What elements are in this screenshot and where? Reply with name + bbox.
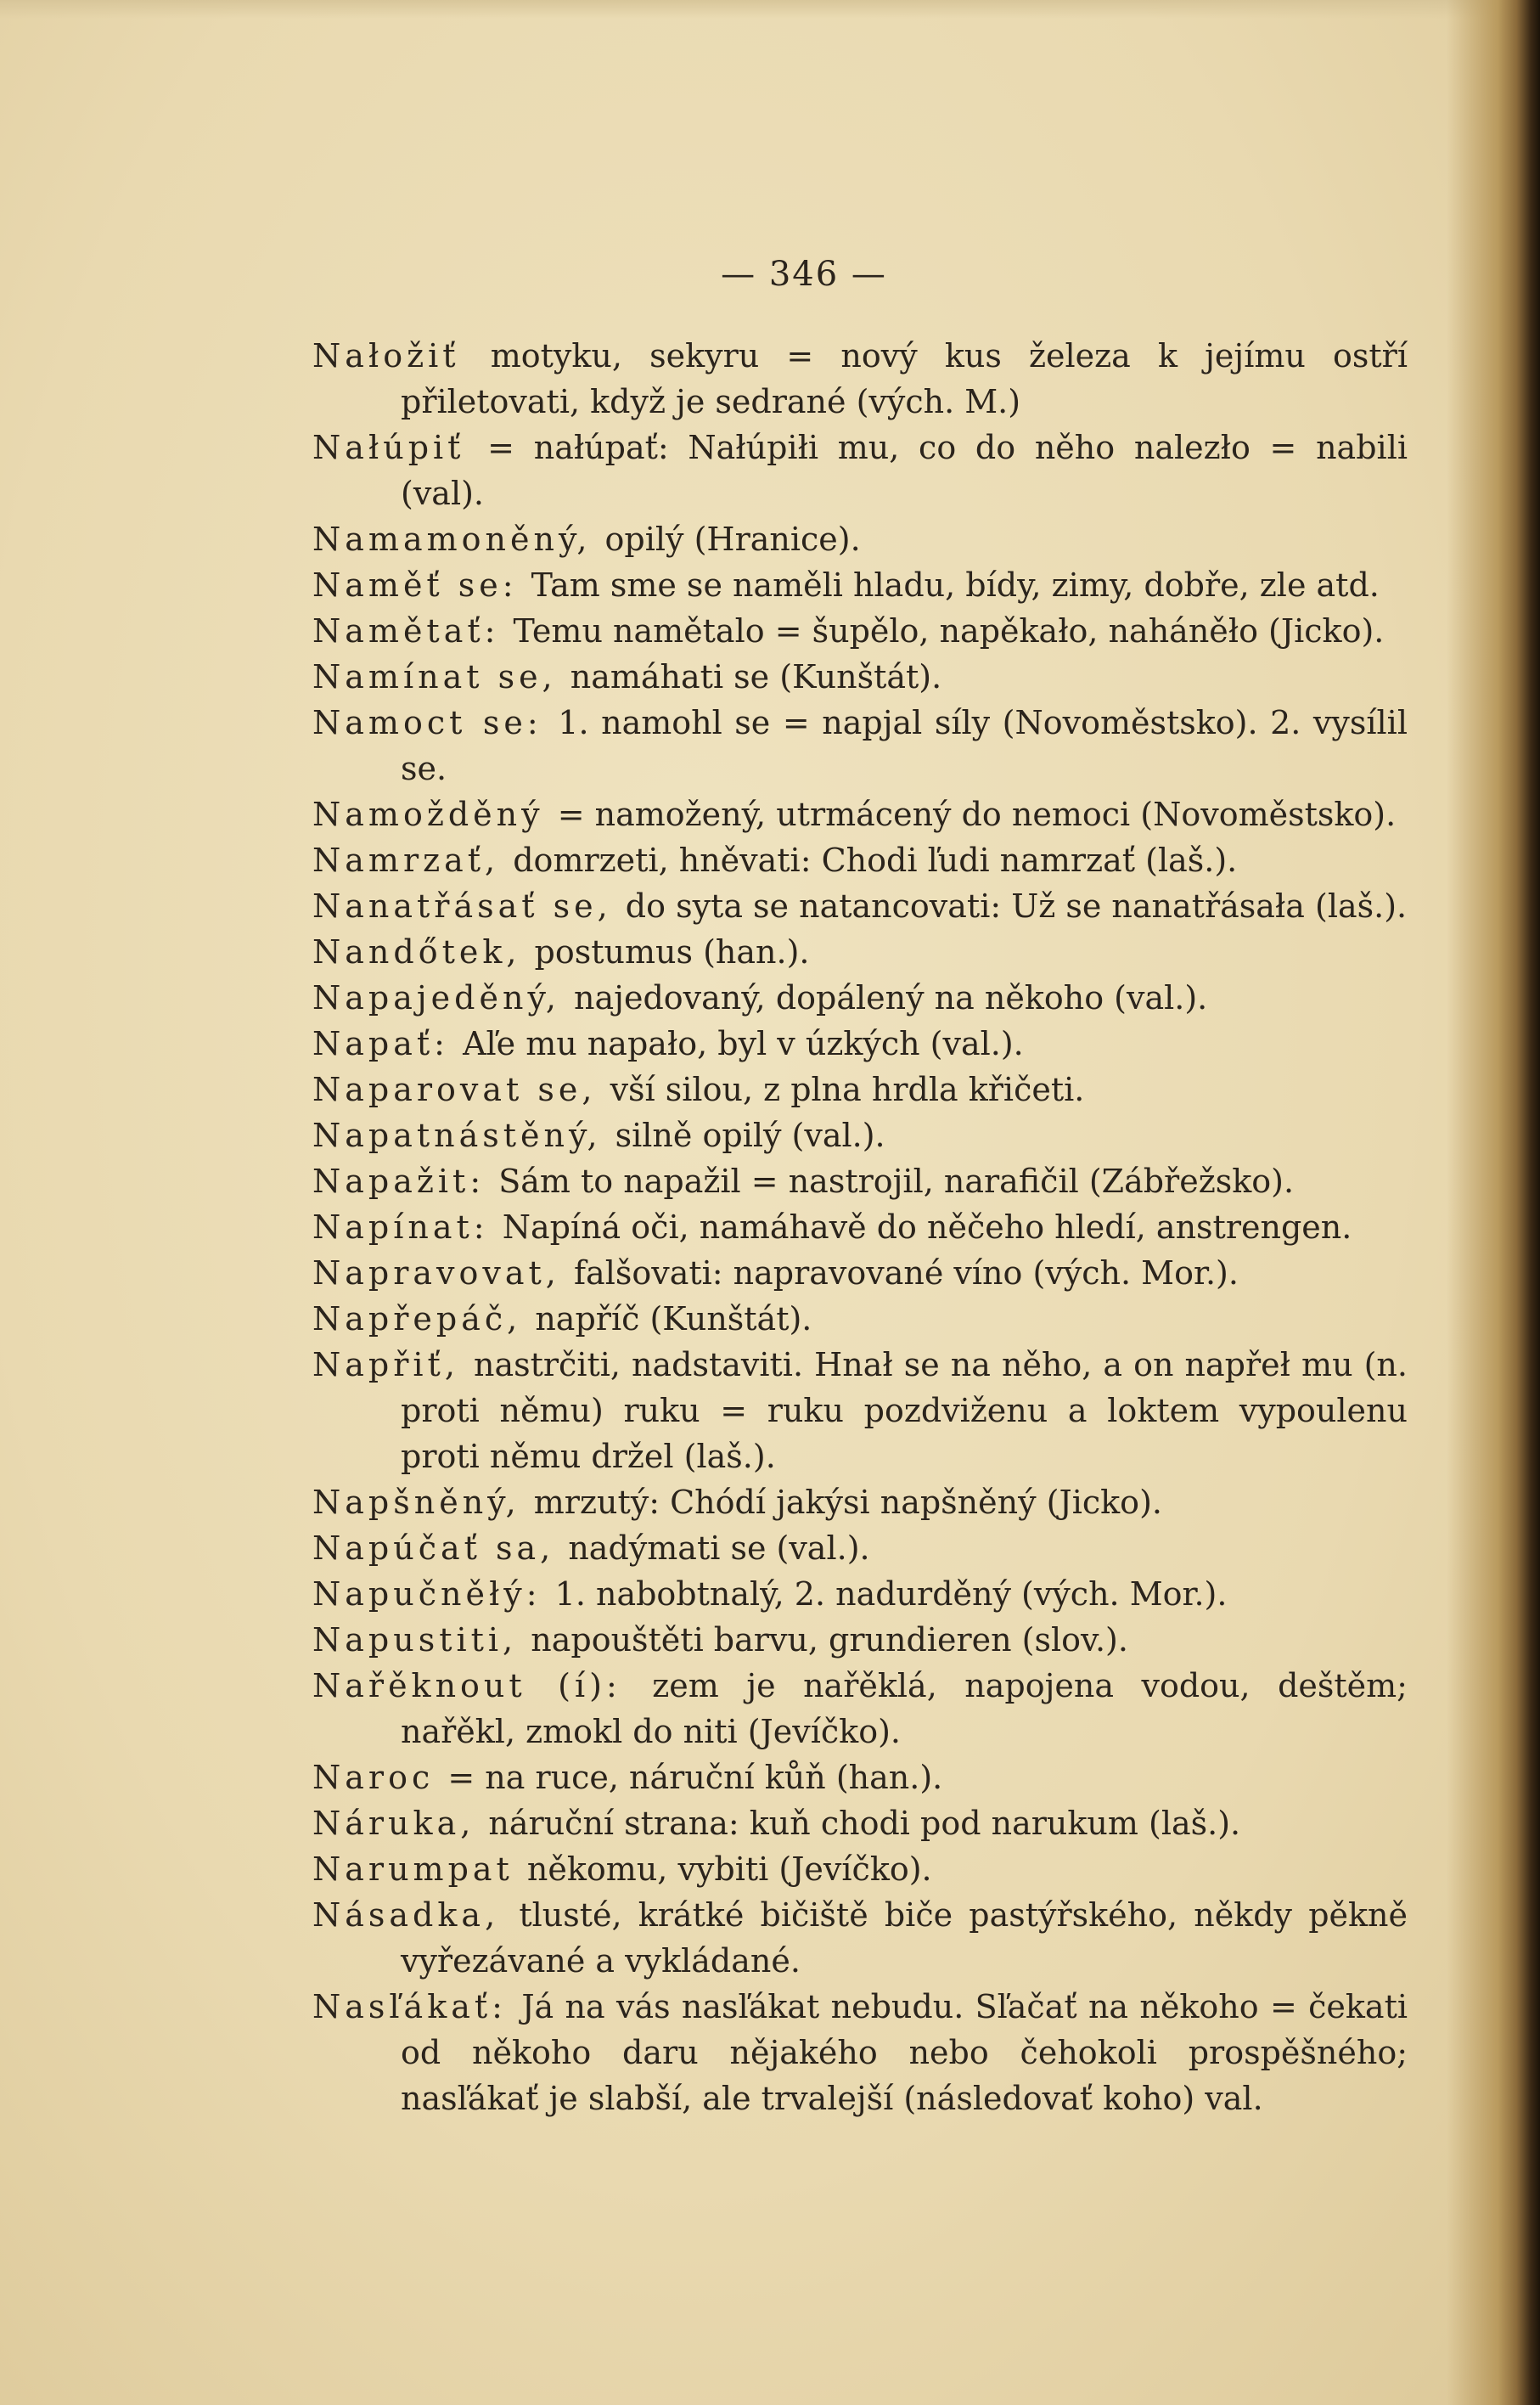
- entry-headword: Nanatřásať se,: [312, 887, 612, 925]
- entry-definition: opilý (Hranice).: [604, 521, 861, 558]
- entry-definition: vší silou, z plna hrdla křičeti.: [610, 1071, 1085, 1108]
- dictionary-entry: [312, 883, 1408, 929]
- dictionary-entry: [312, 562, 1408, 608]
- entry-headword: Napučněłý:: [312, 1575, 542, 1613]
- entry-definition: = na ruce, náruční kůň (han.).: [447, 1759, 943, 1796]
- entry-headword: Nasľákať:: [312, 1988, 507, 2025]
- entry-definition: někomu, vybiti (Jevíčko).: [526, 1850, 932, 1888]
- entry-definition: zem je nařěklá, napojena vodou, deštěm; nařěkl, zmokl do niti (Jevíčko).: [401, 1667, 1408, 1750]
- entry-definition: Sám to napažil = nastrojil, narafičil (Zábřežsko).: [498, 1163, 1295, 1200]
- dictionary-entry: [312, 425, 1408, 516]
- entry-definition: Napíná oči, namáhavě do něčeho hledí, anstrengen.: [502, 1208, 1352, 1246]
- dictionary-entry: [312, 1112, 1408, 1158]
- entry-headword: Napšněný,: [312, 1484, 520, 1521]
- dictionary-entry: [312, 654, 1408, 700]
- dictionary-entry: [312, 929, 1408, 975]
- entry-headword: Naroc: [312, 1759, 435, 1796]
- entry-headword: Namožděný: [312, 796, 544, 833]
- entry-headword: Násadka,: [312, 1896, 500, 1934]
- dictionary-entry: [312, 1663, 1408, 1754]
- entry-definition: nadýmati se (val.).: [568, 1529, 870, 1567]
- entry-definition: Tam sme se naměli hladu, bídy, zimy, dobře, zle atd.: [531, 566, 1380, 604]
- entry-headword: Namoct se:: [312, 704, 542, 741]
- entry-headword: Nandőtek,: [312, 933, 521, 971]
- entry-definition: falšovati: napravované víno (vých. Mor.).: [573, 1254, 1239, 1292]
- entry-definition: napouštěti barvu, grundieren (slov.).: [531, 1621, 1128, 1659]
- entry-definition: do syta se natancovati: Už se nanatřásała (laš.).: [625, 887, 1408, 925]
- dictionary-entry: [312, 1892, 1408, 1984]
- entry-headword: Nałožiť: [312, 337, 460, 375]
- entry-definition: mrzutý: Chódí jakýsi napšněný (Jicko).: [533, 1484, 1162, 1521]
- dictionary-entry: [312, 1525, 1408, 1571]
- dictionary-entry: [312, 1296, 1408, 1342]
- entry-headword: Napustiti,: [312, 1621, 518, 1659]
- entry-definition: = nałúpať: Nałúpiłi mu, co do něho nalezło = nabili (val).: [401, 429, 1408, 512]
- entry-headword: Nałúpiť: [312, 429, 465, 466]
- dictionary-entry: [312, 1800, 1408, 1846]
- entry-definition: najedovaný, dopálený na někoho (val.).: [574, 979, 1208, 1017]
- dictionary-entry: [312, 1984, 1408, 2121]
- entry-headword: Náruka,: [312, 1805, 475, 1842]
- dictionary-entry: [312, 608, 1408, 654]
- entry-headword: Naparovat se,: [312, 1071, 597, 1108]
- dictionary-entry: [312, 1021, 1408, 1067]
- entry-headword: Napažit:: [312, 1163, 486, 1200]
- entry-headword: Namrzať,: [312, 842, 500, 879]
- entry-definition: 1. nabobtnalý, 2. nadurděný (vých. Mor.).: [554, 1575, 1228, 1613]
- entry-definition: Já na vás nasľákat nebudu. Sľačať na někoho = čekati od někoho daru nějakého nebo čehokoli prospěšného; nasľákať je slabší, ale trvalejší (následovať koho) val.: [401, 1988, 1408, 2117]
- entry-definition: silně opilý (val.).: [615, 1117, 885, 1154]
- dictionary-entry: [312, 1571, 1408, 1617]
- dictionary-entry: [312, 1754, 1408, 1800]
- dictionary-entry: [312, 1158, 1408, 1204]
- entry-definition: tlusté, krátké bičiště biče pastýřského, někdy pěkně vyřezávané a vykládané.: [401, 1896, 1408, 1980]
- entry-definition: napříč (Kunštát).: [535, 1300, 812, 1338]
- entry-definition: náruční strana: kuň chodi pod narukum (laš.).: [488, 1805, 1241, 1842]
- entry-definition: domrzeti, hněvati: Chodi ľudi namrzať (laš.).: [513, 842, 1238, 879]
- entry-headword: Napúčať sa,: [312, 1529, 555, 1567]
- entry-headword: Namamoněný,: [312, 521, 592, 558]
- page-top-shadow: [0, 0, 1540, 19]
- entry-headword: Napřiť,: [312, 1346, 459, 1383]
- dictionary-entry: [312, 333, 1408, 425]
- entry-headword: Napajeděný,: [312, 979, 560, 1017]
- entry-definition: namáhati se (Kunštát).: [570, 658, 942, 696]
- dictionary-entry: [312, 1479, 1408, 1525]
- dictionary-entry: [312, 1342, 1408, 1479]
- dictionary-entry: [312, 1067, 1408, 1112]
- entry-headword: Napať:: [312, 1025, 449, 1062]
- dictionary-entry: [312, 1846, 1408, 1892]
- entry-definition: = namožený, utrmácený do nemoci (Novoměstsko).: [557, 796, 1397, 833]
- dictionary-entry: [312, 516, 1408, 562]
- entry-headword: Namětať:: [312, 612, 500, 650]
- dictionary-entry: [312, 700, 1408, 791]
- entry-headword: Narumpat: [312, 1850, 514, 1888]
- entry-definition: motyku, sekyru = nový kus železa k jejímu ostří přiletovati, když je sedrané (vých. M.): [401, 337, 1408, 420]
- dictionary-entry: [312, 1204, 1408, 1250]
- dictionary-entry: [312, 1250, 1408, 1296]
- dictionary-entry: [312, 837, 1408, 883]
- entry-definition: postumus (han.).: [534, 933, 810, 971]
- entry-headword: Napravovat,: [312, 1254, 560, 1292]
- dictionary-entries: [312, 333, 1408, 2121]
- entry-headword: Naměť se:: [312, 566, 518, 604]
- dictionary-entry: [312, 975, 1408, 1021]
- entry-headword: Napínat:: [312, 1208, 489, 1246]
- entry-definition: nastrčiti, nadstaviti. Hnał se na něho, a on napřeł mu (n. proti němu) ruku = ruku pozdviženu a loktem vypoulenu proti němu držel (laš.).: [401, 1346, 1408, 1475]
- dictionary-entry: [312, 791, 1408, 837]
- dictionary-entry: [312, 1617, 1408, 1663]
- entry-definition: Aľe mu napało, byl v úzkých (val.).: [463, 1025, 1024, 1062]
- entry-headword: Napatnástěný,: [312, 1117, 602, 1154]
- page-binding-shadow: [1447, 0, 1540, 2405]
- page-number: — 346 —: [721, 255, 887, 294]
- entry-definition: 1. namohl se = napjal síly (Novoměstsko). 2. vysílil se.: [401, 704, 1408, 787]
- entry-headword: Nařěknout (í):: [312, 1667, 621, 1704]
- entry-definition: Temu namětalo = šupělo, napěkało, naháněło (Jicko).: [513, 612, 1385, 650]
- entry-headword: Namínat se,: [312, 658, 557, 696]
- entry-headword: Napřepáč,: [312, 1300, 522, 1338]
